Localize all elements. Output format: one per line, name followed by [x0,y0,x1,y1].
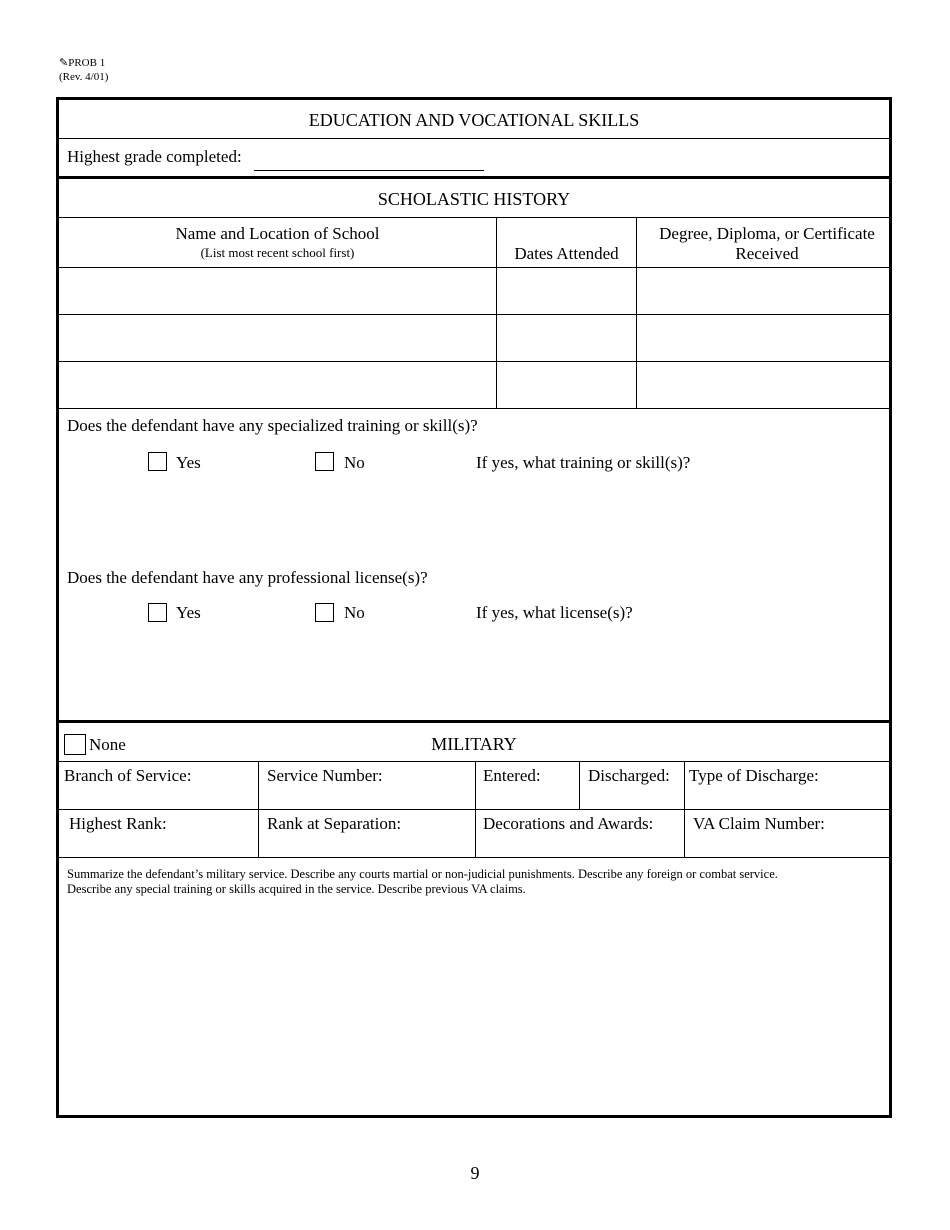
dates-cell[interactable] [497,315,636,361]
military-summary-area[interactable] [59,905,889,1115]
highest-grade-label: Highest grade completed: [67,147,242,166]
divider [59,857,889,858]
military-title: MILITARY [431,734,517,754]
rank-separation-label: Rank at Separation: [267,814,402,833]
dates-cell[interactable] [497,362,636,408]
discharge-type-label: Type of Discharge: [689,766,819,785]
divider [59,408,889,409]
school-cell[interactable] [59,362,496,408]
dates-cell[interactable] [497,268,636,314]
col-school-note: (List most recent school first) [200,245,355,260]
license-followup: If yes, what license(s)? [476,603,633,622]
training-followup: If yes, what training or skill(s)? [476,453,691,472]
form-revision: (Rev. 4/01) [59,71,109,83]
summary-line: Summarize the defendant’s military service. Describe any courts martial or non-judicial punishments. Describe any foreign or combat service. [67,867,778,881]
license-question: Does the defendant have any professional license(s)? [67,568,428,587]
col-degree-header: Degree, Diploma, or Certificate Received [659,224,875,263]
form-frame [56,97,892,1118]
summary-line: Describe any special training or skills acquired in the service. Describe previous VA claims. [67,882,526,896]
degree-cell[interactable] [637,268,889,314]
license-no-label: No [344,603,365,622]
divider [59,720,889,723]
degree-cell[interactable] [637,362,889,408]
training-no-label: No [344,453,365,472]
divider [475,761,476,857]
col-dates-header: Dates Attended [514,244,619,263]
divider [579,761,580,809]
divider [59,761,889,762]
license-yes-label: Yes [176,603,201,622]
school-cell[interactable] [59,268,496,314]
decorations-label: Decorations and Awards: [483,814,654,833]
service-number-label: Service Number: [267,766,383,785]
training-question: Does the defendant have any specialized training or skill(s)? [67,416,478,435]
training-yes-label: Yes [176,453,201,472]
entered-label: Entered: [483,766,541,785]
divider [59,809,889,810]
degree-cell[interactable] [637,315,889,361]
military-none-label: None [89,735,126,754]
divider [258,761,259,857]
col-school-title: Name and Location of School [175,224,380,243]
highest-rank-label: Highest Rank: [69,814,167,833]
divider [59,217,889,218]
scholastic-title: SCHOLASTIC HISTORY [377,189,571,209]
highest-grade-input[interactable] [254,152,484,171]
page-number: 9 [470,1163,480,1183]
col-school-header [59,224,496,261]
school-cell[interactable] [59,315,496,361]
form-header [59,56,108,84]
military-summary-instructions [67,867,778,897]
education-title: EDUCATION AND VOCATIONAL SKILLS [308,110,640,130]
form-id: ✎PROB 1 [59,57,106,69]
va-claim-label: VA Claim Number: [693,814,825,833]
divider [684,761,685,857]
training-no-checkbox[interactable] [315,452,334,471]
discharged-label: Discharged: [588,766,670,785]
training-yes-checkbox[interactable] [148,452,167,471]
license-no-checkbox[interactable] [315,603,334,622]
license-yes-checkbox[interactable] [148,603,167,622]
branch-label: Branch of Service: [64,766,192,785]
divider [59,176,889,179]
divider [59,138,889,139]
